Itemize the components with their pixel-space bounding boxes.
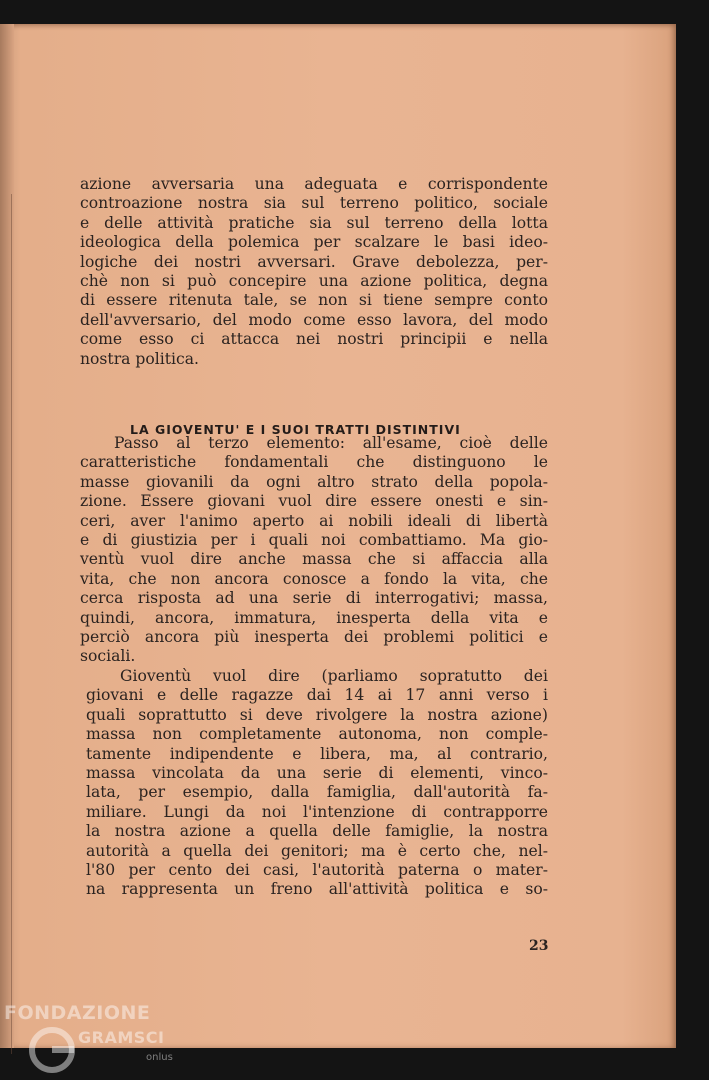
- text-line: giovani e delle ragazze dai 14 ai 17 anni verso i: [86, 686, 548, 705]
- text-line: cerca risposta ad una serie di interrogativi; massa,: [80, 589, 548, 608]
- text-line: controazione nostra sia sul terreno politico, sociale: [80, 194, 548, 213]
- text-line: caratteristiche fondamentali che distinguono le: [80, 453, 548, 472]
- text-line: e delle attività pratiche sia sul terreno della lotta: [80, 213, 548, 232]
- text-line: l'80 per cento dei casi, l'autorità paterna o mater-: [86, 861, 548, 880]
- text-line: tamente indipendente e libera, ma, al contrario,: [86, 744, 548, 763]
- text-line: quindi, ancora, immatura, inesperta della vita e: [80, 608, 548, 627]
- text-line: masse giovanili da ogni altro strato della popola-: [80, 472, 548, 491]
- text-line: quali soprattutto si deve rivolgere la nostra azione): [86, 705, 548, 724]
- text-line: la nostra azione a quella delle famiglie, la nostra: [86, 822, 548, 841]
- section-heading: LA GIOVENTU' E I SUOI TRATTI DISTINTIVI: [130, 422, 461, 437]
- text-line: come esso ci attacca nei nostri principii e nella: [80, 330, 548, 349]
- text-line: e di giustizia per i quali noi combattiamo. Ma gio-: [80, 531, 548, 550]
- text-line: sociali.: [80, 647, 136, 666]
- page-number: 23: [529, 938, 549, 954]
- text-line: nostra politica.: [80, 349, 199, 368]
- text-line: chè non si può concepire una azione politica, degna: [80, 272, 548, 291]
- page-fold-line: [11, 194, 12, 1054]
- text-line: Gioventù vuol dire (parliamo sopratutto dei: [120, 667, 548, 685]
- text-line: vita, che non ancora conosce a fondo la vita, che: [80, 569, 548, 588]
- text-line: ventù vuol dire anche massa che si affaccia alla: [80, 550, 548, 569]
- book-page: [0, 24, 676, 1048]
- paragraph-1: [80, 175, 548, 369]
- text-line: miliare. Lungi da noi l'intenzione di contrapporre: [86, 802, 548, 821]
- text-line: ideologica della polemica per scalzare le basi ideo-: [80, 233, 548, 252]
- text-line: Passo al terzo elemento: all'esame, cioè delle: [114, 434, 548, 452]
- text-line: massa non completamente autonoma, non comple-: [86, 725, 548, 744]
- text-line: lata, per esempio, dalla famiglia, dall'autorità fa-: [86, 783, 548, 802]
- text-line: ceri, aver l'animo aperto ai nobili ideali di libertà: [80, 511, 548, 530]
- text-line: massa vincolata da una serie di elementi, vinco-: [86, 764, 548, 783]
- paragraph-2: [80, 434, 548, 667]
- watermark-onlus: onlus: [146, 1052, 173, 1063]
- text-line: na rappresenta un freno all'attività politica e so-: [86, 880, 548, 899]
- text-line: di essere ritenuta tale, se non si tiene sempre conto: [80, 291, 548, 310]
- gramsci-logo-icon: [26, 1024, 78, 1076]
- fondazione-gramsci-watermark: [4, 1002, 204, 1080]
- paragraph-3: [86, 667, 548, 900]
- text-line: zione. Essere giovani vuol dire essere onesti e sin-: [80, 492, 548, 511]
- text-line: azione avversaria una adeguata e corrispondente: [80, 175, 548, 193]
- text-line: perciò ancora più inesperta dei problemi politici e: [80, 628, 548, 647]
- text-line: autorità a quella dei genitori; ma è certo che, nel-: [86, 841, 548, 860]
- text-line: dell'avversario, del modo come esso lavora, del modo: [80, 310, 548, 329]
- watermark-title: FONDAZIONE: [4, 1002, 151, 1024]
- text-line: logiche dei nostri avversari. Grave debolezza, per-: [80, 252, 548, 271]
- watermark-subtitle: GRAMSCI: [78, 1028, 165, 1047]
